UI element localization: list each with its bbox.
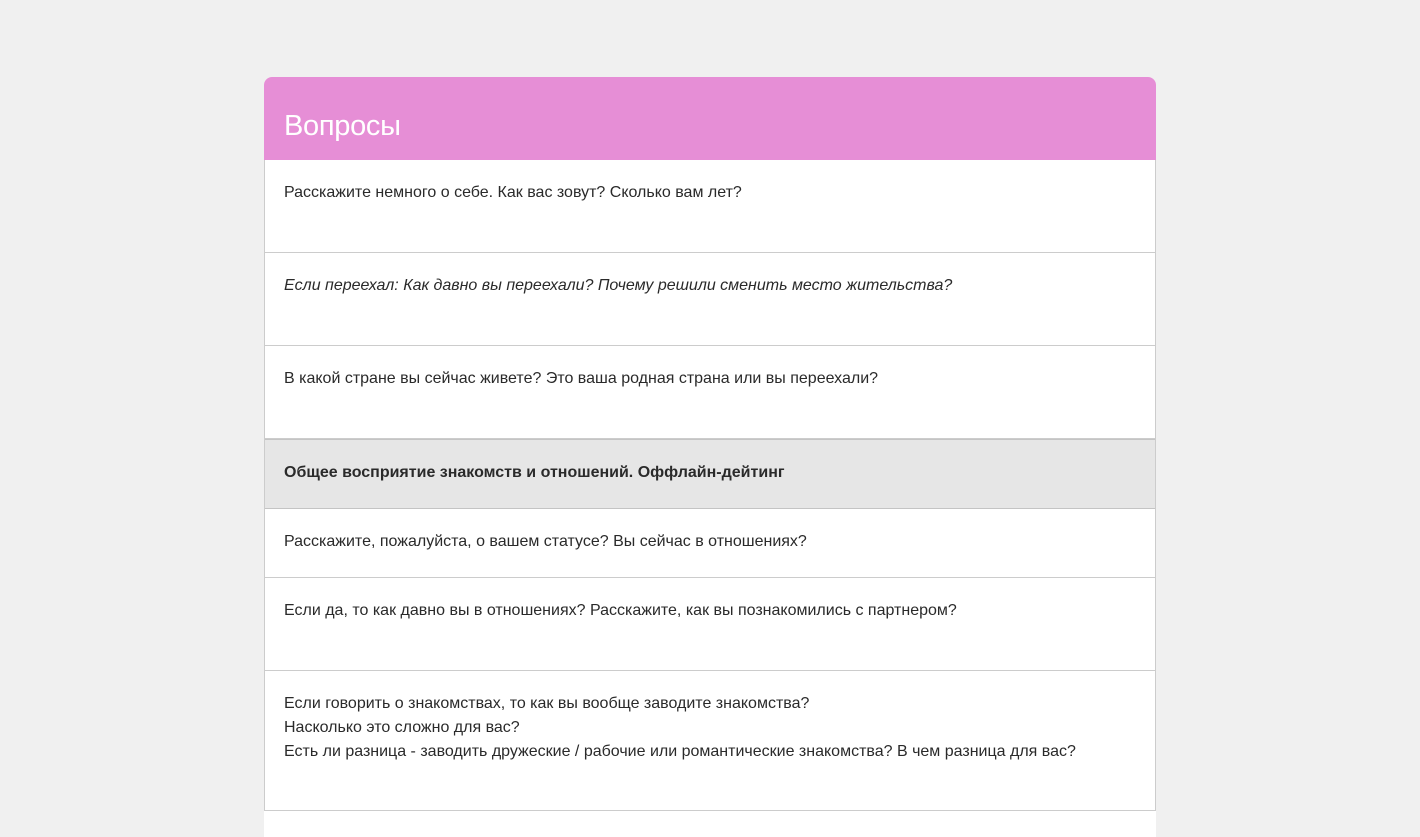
question-row: Расскажите немного о себе. Как вас зовут? Сколько вам лет? — [265, 160, 1155, 253]
questions-list — [264, 160, 1156, 811]
question-row: Расскажите, пожалуйста, о вашем статусе? Вы сейчас в отношениях? — [265, 509, 1155, 578]
question-line: Если говорить о знакомствах, то как вы вообще заводите знакомства? — [284, 695, 810, 712]
card-title: Вопросы — [284, 110, 401, 142]
question-row: Если переехал: Как давно вы переехали? Почему решили сменить место жительства? — [265, 253, 1155, 346]
question-line: Насколько это сложно для вас? — [284, 719, 520, 736]
section-heading: Общее восприятие знакомств и отношений. Оффлайн-дейтинг — [265, 439, 1155, 509]
card-header — [264, 77, 1156, 160]
question-line: Есть ли разница - заводить дружеские / рабочие или романтические знакомства? В чем разница для вас? — [284, 743, 1076, 760]
question-row — [265, 671, 1155, 811]
question-row: В какой стране вы сейчас живете? Это ваша родная страна или вы переехали? — [265, 346, 1155, 439]
question-row: Если да, то как давно вы в отношениях? Расскажите, как вы познакомились с партнером? — [265, 578, 1155, 671]
questions-card — [264, 77, 1156, 837]
